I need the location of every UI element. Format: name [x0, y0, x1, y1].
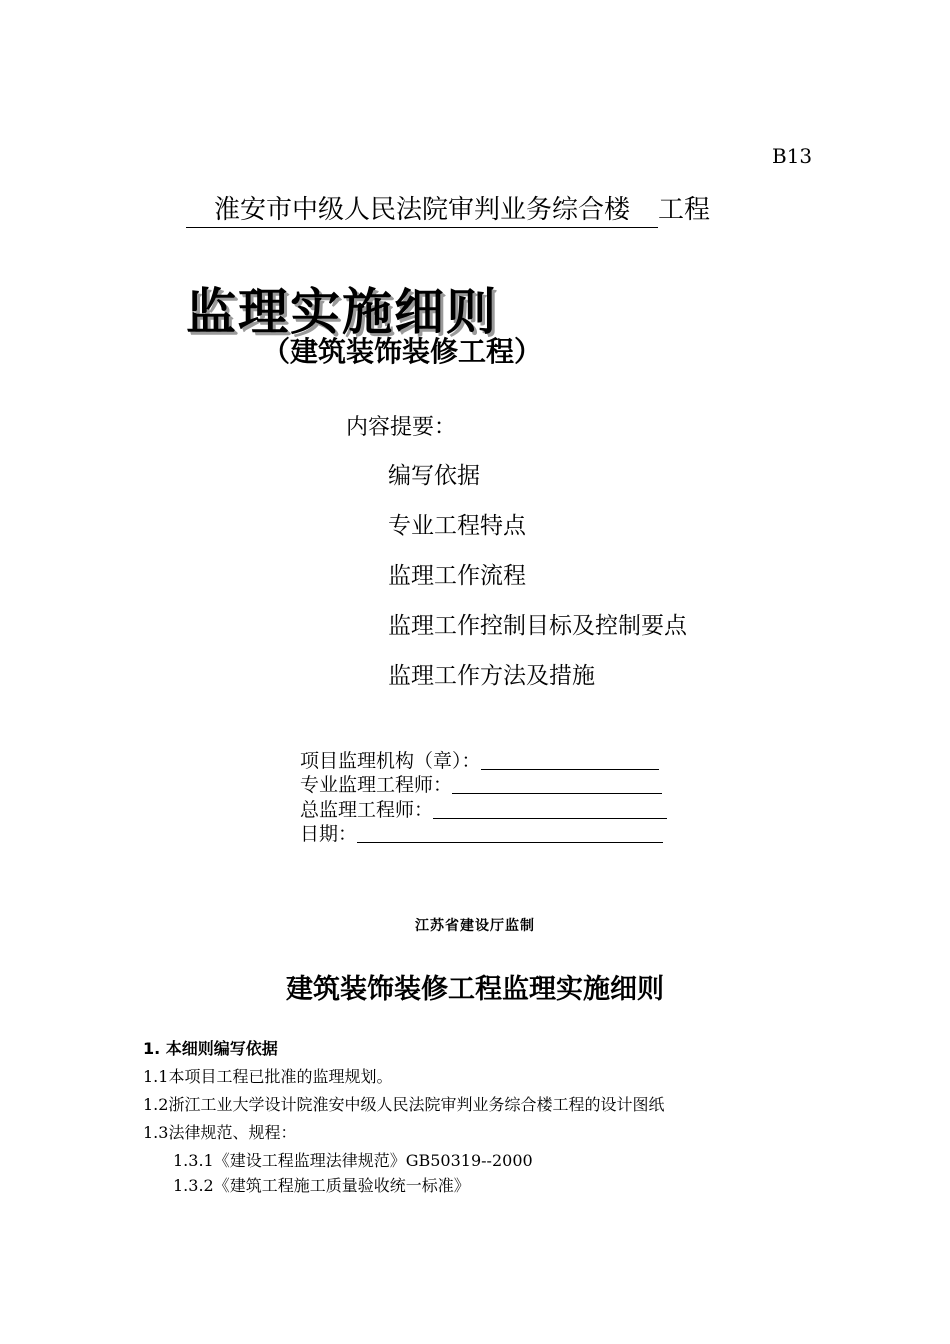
form-code: B13 — [772, 144, 813, 168]
signature-blank — [452, 776, 662, 794]
section-sub-item: 1.3.1《建设工程监理法律规范》GB50319--2000 — [173, 1151, 533, 1170]
toc-item: 监理工作流程 — [388, 563, 526, 589]
signature-label: 项目监理机构（章）： — [300, 749, 481, 772]
section-item: 1.1本项目工程已批准的监理规划。 — [143, 1067, 393, 1086]
project-name: 淮安市中级人民法院审判业务综合楼 — [186, 193, 658, 228]
toc-item: 监理工作方法及措施 — [388, 663, 595, 689]
toc-list — [388, 458, 687, 708]
signature-row-specialist — [300, 773, 667, 798]
section-heading: 1. 本细则编写依据 — [143, 1039, 278, 1058]
toc-item: 编写依据 — [388, 463, 480, 489]
signature-label: 总监理工程师： — [300, 798, 434, 821]
toc-heading: 内容提要： — [346, 415, 457, 440]
section-sub-item: 1.3.2《建筑工程施工质量验收统一标准》 — [173, 1176, 470, 1195]
signature-block — [300, 748, 667, 846]
signature-row-date — [300, 822, 667, 847]
signature-blank — [357, 825, 663, 843]
toc-item: 专业工程特点 — [388, 513, 526, 539]
body-title: 建筑装饰装修工程监理实施细则 — [286, 974, 664, 1005]
signature-blank — [481, 752, 659, 770]
section-item: 1.3法律规范、规程： — [143, 1123, 297, 1142]
issuing-authority: 江苏省建设厅监制 — [415, 918, 535, 934]
signature-label: 专业监理工程师： — [300, 774, 453, 796]
project-suffix: 工程 — [658, 195, 711, 225]
section-1 — [143, 1036, 664, 1198]
signature-label: 日期： — [300, 823, 358, 845]
signature-blank — [433, 801, 667, 819]
main-title: 监理实施细则 — [186, 283, 498, 341]
toc-item: 监理工作控制目标及控制要点 — [388, 613, 687, 639]
project-name-line — [186, 193, 710, 228]
section-item: 1.2浙江工业大学设计院淮安中级人民法院审判业务综合楼工程的设计图纸 — [143, 1095, 665, 1114]
subtitle: （建筑装饰装修工程） — [262, 335, 543, 368]
signature-row-agency — [300, 748, 667, 773]
signature-row-chief — [300, 797, 667, 822]
